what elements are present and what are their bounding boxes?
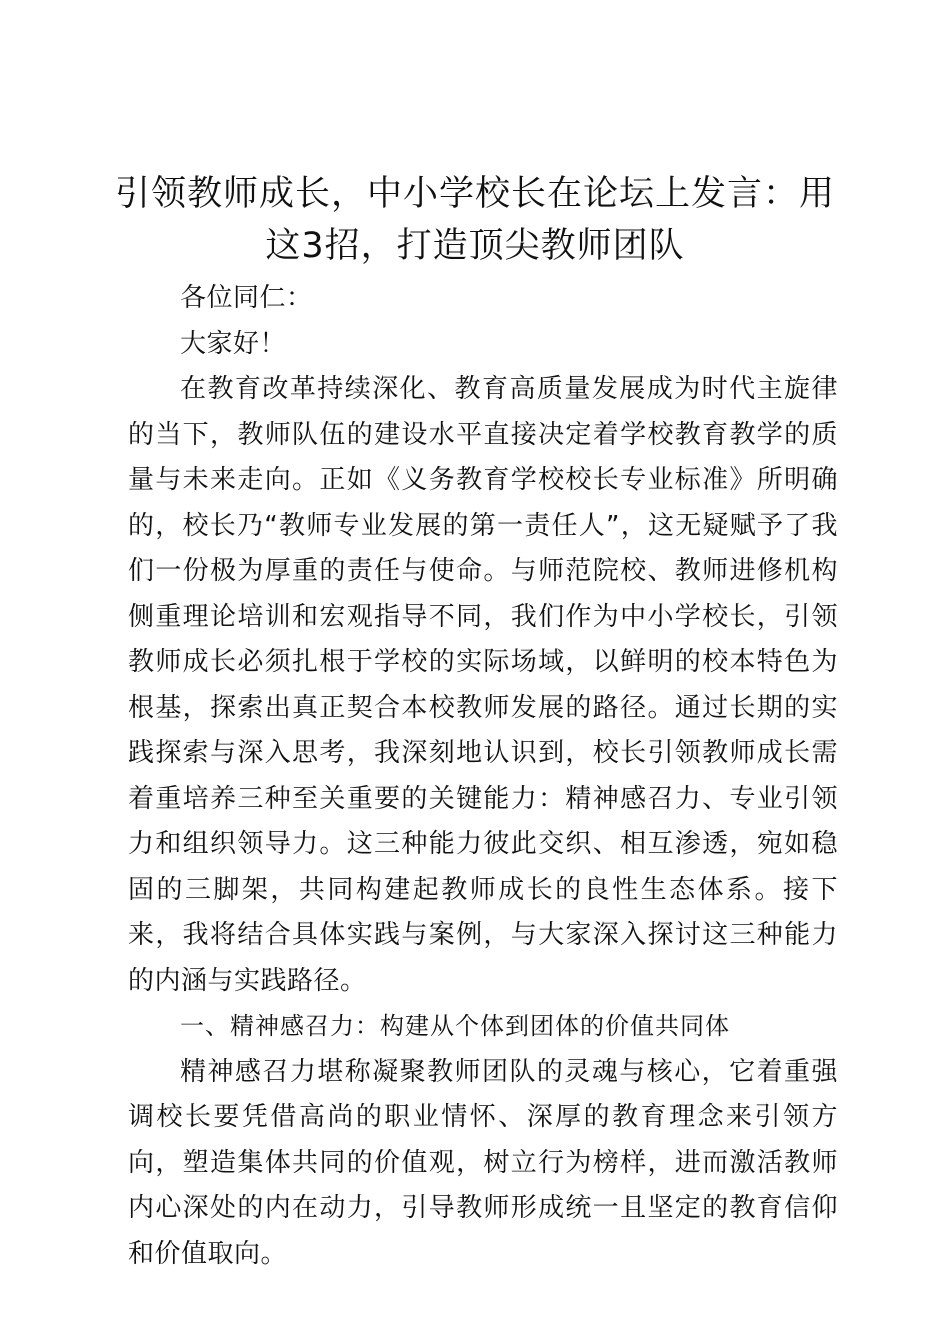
greeting: 大家好！ (180, 328, 287, 359)
section-heading-1: 一、精神感召力：构建从个体到团体的价值共同体 (180, 1012, 730, 1040)
paragraph-section-1: 精神感召力堪称凝聚教师团队的灵魂与核心，它着重强调校长要凭借高尚的职业情怀、深厚的教育理念来引领方向，塑造集体共同的价值观，树立行为榜样，进而激活教师内心深处的内在动力，引导教师形成统一且坚定的教育信仰和价值取向。 (128, 1056, 838, 1269)
document-body (128, 276, 838, 1277)
title-line-1: 引领教师成长，中小学校长在论坛上发言：用 (114, 174, 835, 214)
salutation: 各位同仁： (180, 283, 313, 313)
title-line-2: 这3招，打造顶尖教师团队 (265, 226, 685, 266)
paragraph-intro: 在教育改革持续深化、教育高质量发展成为时代主旋律的当下，教师队伍的建设水平直接决定着学校教育教学的质量与未来走向。正如《义务教育学校校长专业标准》所明确的，校长乃“教师专业发展的第一责任人”，这无疑赋予了我们一份极为厚重的责任与使命。与师范院校、教师进修机构侧重理论培训和宏观指导不同，我们作为中小学校长，引领教师成长必须扎根于学校的实际场域，以鲜明的校本特色为根基，探索出真正契合本校教师发展的路径。通过长期的实践探索与深入思考，我深刻地认识到，校长引领教师成长需着重培养三种至关重要的关键能力：精神感召力、专业引领力和组织领导力。这三种能力彼此交织、相互渗透，宛如稳固的三脚架，共同构建起教师成长的良性生态体系。接下来，我将结合具体实践与案例，与大家深入探讨这三种能力的内涵与实践路径。 (128, 374, 838, 996)
document-title (100, 168, 850, 272)
